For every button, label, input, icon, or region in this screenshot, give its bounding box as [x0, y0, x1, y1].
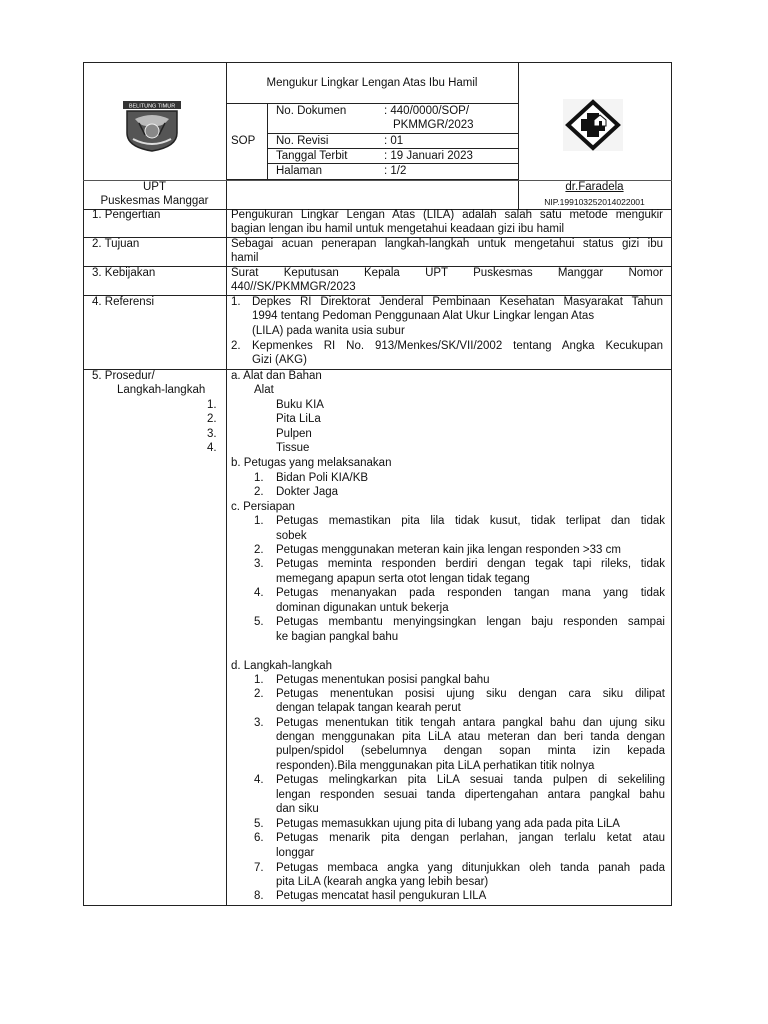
langkah-num: 4.: [254, 774, 264, 786]
sop-title: Mengukur Lingkar Lengan Atas Ibu Hamil: [266, 77, 478, 89]
org-line-1: UPT: [143, 181, 166, 193]
doc-number-value-cont: PKMMGR/2023: [393, 119, 474, 131]
page-label: Halaman: [276, 165, 323, 177]
persiapan-line: Petugas membantu menyingsingkan lengan baju responden sampai: [276, 616, 665, 628]
org-line-2: Puskesmas Manggar: [100, 195, 209, 207]
referensi-label: 4. Referensi: [92, 296, 155, 308]
revision-label: No. Revisi: [276, 135, 329, 147]
persiapan-line: sobek: [276, 530, 307, 542]
langkah-line: Petugas melingkarkan pita LiLA sesuai tanda pulpen di sekeliling: [276, 774, 665, 786]
persiapan-num: 4.: [254, 587, 264, 599]
prosedur-label-1: 5. Prosedur/: [92, 370, 155, 382]
ref-item-num: 2.: [231, 340, 241, 352]
petugas-num: 2.: [254, 486, 264, 498]
ref-item-line: Gizi (AKG): [252, 354, 307, 366]
issue-date-label: Tanggal Terbit: [276, 150, 348, 162]
langkah-line: pulpen/spidol (sebelumnya dengan sopan minta izin kepada: [276, 745, 665, 757]
kebijakan-line-1: Surat Keputusan Kepala UPT Puskesmas Manggar Nomor: [231, 267, 663, 279]
langkah-line: Petugas membaca angka yang ditunjukkan oleh tanda panah pada: [276, 862, 665, 874]
logo-left-text: BELITUNG TIMUR: [128, 103, 176, 110]
alat-item: Buku KIA: [276, 399, 324, 411]
tujuan-line-1: Sebagai acuan penerapan langkah-langkah untuk mengetahui status gizi ibu: [231, 238, 663, 250]
alat-item: Pita LiLa: [276, 413, 321, 425]
pengertian-label: 1. Pengertian: [92, 209, 161, 221]
pengertian-line-1: Pengukuran Lingkar Lengan Atas (LILA) adalah salah satu metode mengukir: [231, 209, 663, 221]
page-value: : 1/2: [384, 165, 407, 177]
left-num: 4.: [207, 442, 217, 454]
doc-number-label: No. Dokumen: [276, 105, 347, 117]
left-num: 3.: [207, 428, 217, 440]
doc-number-value: : 440/0000/SOP/: [384, 105, 470, 117]
persiapan-heading: c. Persiapan: [231, 501, 295, 513]
langkah-line: responden).Bila menggunakan pita LiLA perhatikan titik nolnya: [276, 760, 595, 772]
langkah-num: 8.: [254, 890, 264, 902]
persiapan-num: 1.: [254, 515, 264, 527]
signer-nip: NIP.199103252014022001: [544, 197, 645, 207]
langkah-line: Petugas menarik pita dengan perlahan, jangan terlalu ketat atau: [276, 832, 665, 844]
issue-date-value: : 19 Januari 2023: [384, 150, 473, 162]
langkah-line: dengan menggunakan pita LiLA atau meteran dan beri tanda dengan: [276, 731, 665, 743]
alat-subheading: Alat: [254, 384, 274, 396]
tujuan-line-2: hamil: [231, 252, 259, 264]
langkah-num: 2.: [254, 688, 264, 700]
langkah-line: pita LiLA (kearah angka yang lebih besar): [276, 876, 489, 888]
langkah-num: 3.: [254, 717, 264, 729]
petugas-heading: b. Petugas yang melaksanakan: [231, 457, 392, 469]
pengertian-line-2: bagian lengan ibu hamil untuk mengetahui keadaan gizi ibu hamil: [231, 223, 565, 235]
persiapan-line: Petugas menanyakan pada responden tangan mana yang tidak: [276, 587, 665, 599]
langkah-line: Petugas memasukkan ujung pita di lubang yang ada pada pita LiLA: [276, 818, 620, 830]
alat-item: Pulpen: [276, 428, 312, 440]
langkah-line: Petugas mencatat hasil pengukuran LILA: [276, 890, 487, 902]
persiapan-line: ke bagian pangkal bahu: [276, 631, 399, 643]
persiapan-line: Petugas menggunakan meteran kain jika lengan responden >33 cm: [276, 544, 621, 556]
langkah-num: 1.: [254, 674, 264, 686]
ref-item-line: Depkes RI Direktorat Jenderal Pembinaan Kesehatan Masyarakat Tahun: [252, 296, 663, 308]
langkah-line: lengan responden sesuai tanda dipertengahan antara pangkal bahu: [276, 789, 665, 801]
left-num: 1.: [207, 399, 217, 411]
left-num: 2.: [207, 413, 217, 425]
puskesmas-logo: [562, 98, 624, 152]
persiapan-line: Petugas memastikan pita lila tidak kusut, tidak terlipat dan tidak: [276, 515, 665, 527]
alat-heading: a. Alat dan Bahan: [231, 370, 322, 382]
langkah-heading: d. Langkah-langkah: [231, 660, 333, 672]
petugas-item: Bidan Poli KIA/KB: [276, 472, 369, 484]
prosedur-label-2: Langkah-langkah: [117, 384, 206, 396]
langkah-num: 5.: [254, 818, 264, 830]
ref-item-line: Kepmenkes RI No. 913/Menkes/SK/VII/2002 tentang Angka Kecukupan: [252, 340, 663, 352]
langkah-line: Petugas menentukan posisi pangkal bahu: [276, 674, 490, 686]
persiapan-line: memegang apapun serta otot lengan tidak tegang: [276, 573, 530, 585]
langkah-num: 6.: [254, 832, 264, 844]
langkah-line: dengan telapak tangan kearah perut: [276, 702, 461, 714]
persiapan-num: 5.: [254, 616, 264, 628]
langkah-num: 7.: [254, 862, 264, 874]
petugas-item: Dokter Jaga: [276, 486, 339, 498]
persiapan-line: Petugas meminta responden berdiri dengan tegak tapi rileks, tidak: [276, 558, 665, 570]
persiapan-num: 3.: [254, 558, 264, 570]
ref-item-line: 1994 tentang Pedoman Penggunaan Alat Ukur Lingkar lengan Atas: [252, 310, 595, 322]
tujuan-label: 2. Tujuan: [92, 238, 140, 250]
kebijakan-line-2: 440//SK/PKMMGR/2023: [231, 281, 356, 293]
header-logo-left: [121, 99, 183, 153]
signer-name: dr.Faradela: [565, 181, 624, 193]
alat-item: Tissue: [276, 442, 310, 454]
ref-item-num: 1.: [231, 296, 241, 308]
langkah-line: Petugas menentukan titik tengah antara pangkal bahu dan ujung siku: [276, 717, 665, 729]
kebijakan-label: 3. Kebijakan: [92, 267, 156, 279]
ref-item-line: (LILA) pada wanita usia subur: [252, 325, 405, 337]
langkah-line: Petugas menentukan posisi ujung siku dengan cara siku dilipat: [276, 688, 665, 700]
revision-value: : 01: [384, 135, 404, 147]
persiapan-num: 2.: [254, 544, 264, 556]
sop-label: SOP: [231, 135, 256, 147]
langkah-line: longgar: [276, 847, 315, 859]
langkah-line: dan siku: [276, 803, 319, 815]
persiapan-line: dominan digunakan untuk bekerja: [276, 602, 449, 614]
petugas-num: 1.: [254, 472, 264, 484]
